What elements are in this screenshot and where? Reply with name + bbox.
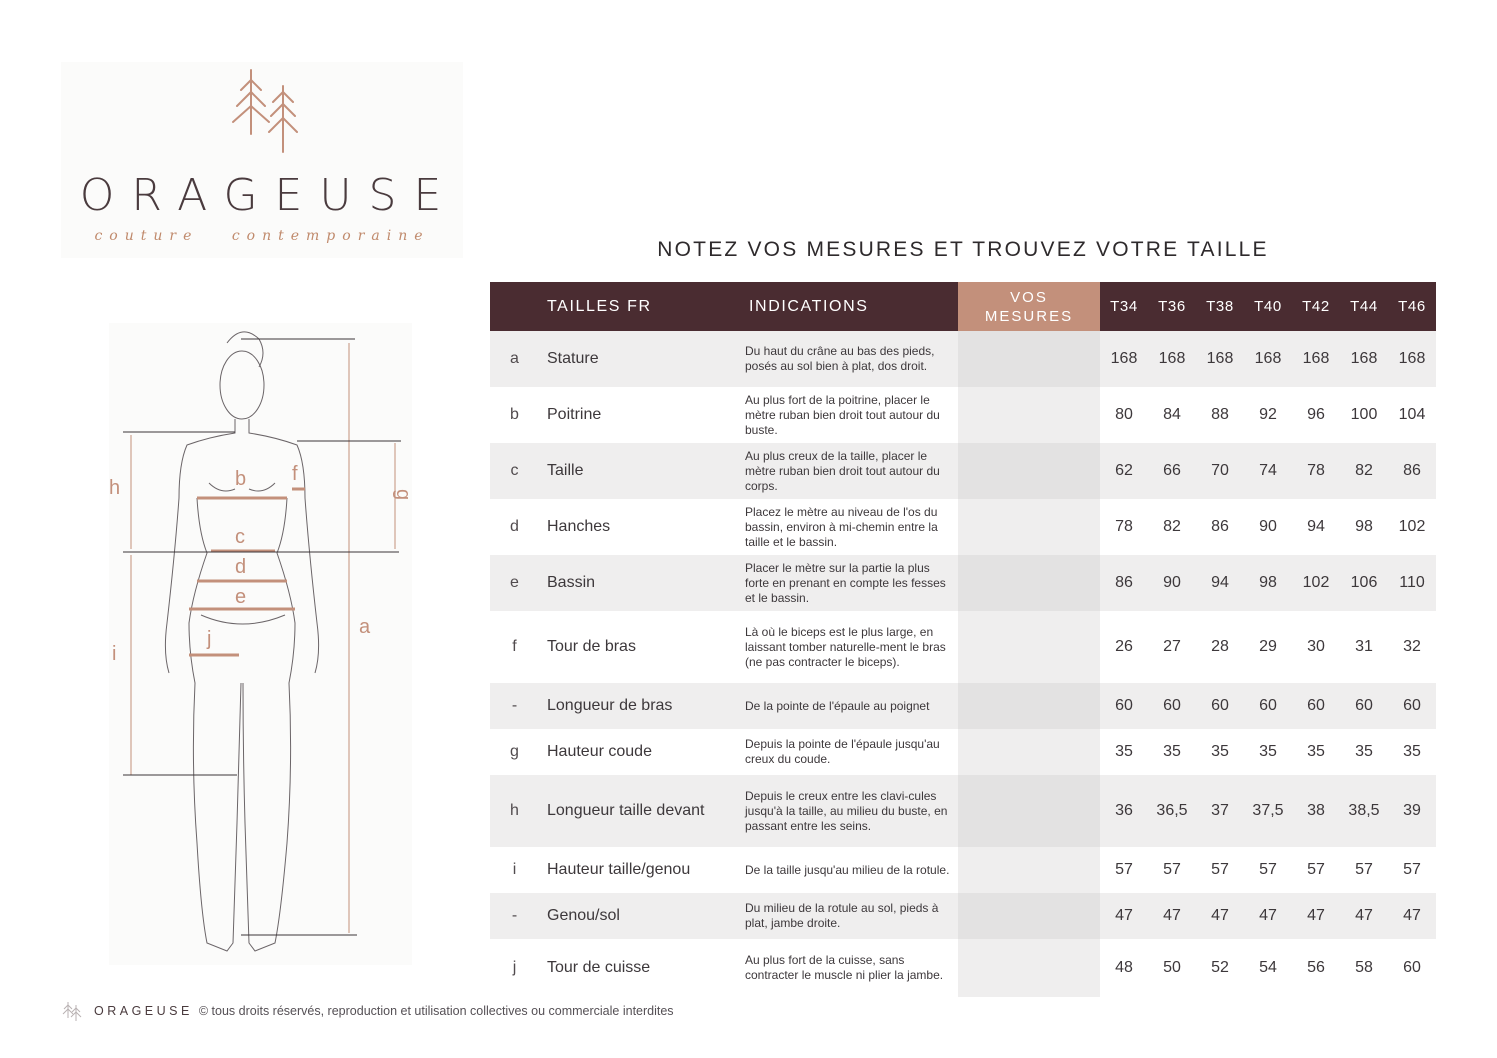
size-value: 70	[1196, 443, 1244, 499]
row-measurement-name: Genou/sol	[539, 893, 739, 939]
row-indication: De la pointe de l'épaule au poignet	[739, 683, 958, 729]
row-indication: Placer le mètre sur la partie la plus forte en prenant en compte les fesses et le bassin.	[739, 555, 958, 611]
table-row	[490, 499, 1436, 555]
figure-label-e: e	[235, 586, 247, 608]
row-indication: Depuis le creux entre les clavi-cules jusqu'à la taille, au milieu du buste, en passant entre les seins.	[739, 775, 958, 847]
size-value: 38,5	[1340, 775, 1388, 847]
size-value: 57	[1388, 847, 1436, 893]
header-size: T38	[1196, 282, 1244, 331]
size-value: 30	[1292, 611, 1340, 683]
header-size: T34	[1100, 282, 1148, 331]
size-value: 102	[1292, 555, 1340, 611]
size-value: 168	[1292, 331, 1340, 387]
table-row	[490, 775, 1436, 847]
size-value: 27	[1148, 611, 1196, 683]
size-value: 168	[1388, 331, 1436, 387]
row-letter: h	[490, 775, 539, 847]
size-value: 86	[1100, 555, 1148, 611]
size-value: 58	[1340, 939, 1388, 997]
size-value: 106	[1340, 555, 1388, 611]
header-size: T46	[1388, 282, 1436, 331]
size-value: 28	[1196, 611, 1244, 683]
row-indication: Depuis la pointe de l'épaule jusqu'au creux du coude.	[739, 729, 958, 775]
size-value: 86	[1388, 443, 1436, 499]
row-measurement-name: Hauteur coude	[539, 729, 739, 775]
table-row	[490, 847, 1436, 893]
size-value: 57	[1100, 847, 1148, 893]
row-letter: -	[490, 683, 539, 729]
header-letter	[490, 282, 539, 331]
header-vos-mesures	[958, 282, 1100, 331]
size-value: 90	[1244, 499, 1292, 555]
size-value: 57	[1148, 847, 1196, 893]
row-letter: b	[490, 387, 539, 443]
figure-label-d: d	[235, 556, 247, 578]
size-value: 60	[1196, 683, 1244, 729]
header-size: T42	[1292, 282, 1340, 331]
row-indication: Au plus fort de la cuisse, sans contracter le muscle ni plier la jambe.	[739, 939, 958, 997]
table-row	[490, 893, 1436, 939]
your-measurement-field[interactable]	[958, 443, 1100, 499]
header-vos-line2: MESURES	[984, 307, 1074, 325]
your-measurement-field[interactable]	[958, 611, 1100, 683]
size-value: 57	[1340, 847, 1388, 893]
header-sizes-fr: TAILLES FR	[539, 282, 739, 331]
row-measurement-name: Tour de cuisse	[539, 939, 739, 997]
header-size: T44	[1340, 282, 1388, 331]
size-value: 57	[1244, 847, 1292, 893]
size-value: 88	[1196, 387, 1244, 443]
your-measurement-field[interactable]	[958, 729, 1100, 775]
size-value: 168	[1148, 331, 1196, 387]
row-letter: -	[490, 893, 539, 939]
table-body	[490, 331, 1436, 997]
row-measurement-name: Poitrine	[539, 387, 739, 443]
size-value: 110	[1388, 555, 1436, 611]
size-value: 96	[1292, 387, 1340, 443]
size-value: 35	[1388, 729, 1436, 775]
table-row	[490, 443, 1436, 499]
size-value: 90	[1148, 555, 1196, 611]
size-value: 35	[1292, 729, 1340, 775]
row-measurement-name: Hauteur taille/genou	[539, 847, 739, 893]
row-indication: Du haut du crâne au bas des pieds, posés au sol bien à plat, dos droit.	[739, 331, 958, 387]
size-value: 60	[1340, 683, 1388, 729]
size-value: 35	[1244, 729, 1292, 775]
size-value: 82	[1148, 499, 1196, 555]
size-value: 48	[1100, 939, 1148, 997]
table-header-row	[490, 282, 1436, 331]
size-value: 35	[1340, 729, 1388, 775]
your-measurement-field[interactable]	[958, 847, 1100, 893]
size-value: 47	[1388, 893, 1436, 939]
body-silhouette-icon	[109, 323, 415, 965]
your-measurement-field[interactable]	[958, 387, 1100, 443]
size-value: 47	[1292, 893, 1340, 939]
size-table	[490, 282, 1436, 997]
row-letter: j	[490, 939, 539, 997]
size-value: 37,5	[1244, 775, 1292, 847]
row-letter: g	[490, 729, 539, 775]
size-value: 60	[1244, 683, 1292, 729]
table-row	[490, 939, 1436, 997]
page-title: NOTEZ VOS MESURES ET TROUVEZ VOTRE TAILLE	[657, 238, 1269, 261]
size-value: 47	[1196, 893, 1244, 939]
row-indication: Du milieu de la rotule au sol, pieds à plat, jambe droite.	[739, 893, 958, 939]
figure-label-i: i	[112, 643, 117, 665]
figure-label-a: a	[359, 616, 371, 638]
size-value: 98	[1244, 555, 1292, 611]
your-measurement-field[interactable]	[958, 683, 1100, 729]
size-value: 94	[1196, 555, 1244, 611]
row-measurement-name: Longueur taille devant	[539, 775, 739, 847]
size-value: 47	[1244, 893, 1292, 939]
size-value: 32	[1388, 611, 1436, 683]
figure-label-g: g	[392, 488, 415, 501]
header-indications: INDICATIONS	[739, 282, 958, 331]
your-measurement-field[interactable]	[958, 331, 1100, 387]
table-row	[490, 555, 1436, 611]
row-indication: Au plus creux de la taille, placer le mètre ruban bien droit tout autour du corps.	[739, 443, 958, 499]
row-measurement-name: Hanches	[539, 499, 739, 555]
row-indication: De la taille jusqu'au milieu de la rotule.	[739, 847, 958, 893]
size-value: 29	[1244, 611, 1292, 683]
row-measurement-name: Taille	[539, 443, 739, 499]
row-measurement-name: Stature	[539, 331, 739, 387]
table-row	[490, 683, 1436, 729]
size-value: 84	[1148, 387, 1196, 443]
size-value: 62	[1100, 443, 1148, 499]
size-value: 57	[1196, 847, 1244, 893]
row-letter: d	[490, 499, 539, 555]
size-value: 47	[1148, 893, 1196, 939]
header-size: T36	[1148, 282, 1196, 331]
size-value: 168	[1100, 331, 1148, 387]
size-value: 60	[1100, 683, 1148, 729]
table-row	[490, 729, 1436, 775]
size-value: 100	[1340, 387, 1388, 443]
size-value: 80	[1100, 387, 1148, 443]
size-value: 60	[1148, 683, 1196, 729]
size-value: 168	[1244, 331, 1292, 387]
row-measurement-name: Longueur de bras	[539, 683, 739, 729]
size-value: 66	[1148, 443, 1196, 499]
your-measurement-field[interactable]	[958, 893, 1100, 939]
your-measurement-field[interactable]	[958, 775, 1100, 847]
size-value: 38	[1292, 775, 1340, 847]
size-value: 98	[1340, 499, 1388, 555]
size-value: 168	[1196, 331, 1244, 387]
size-value: 36	[1100, 775, 1148, 847]
brand-tagline: couture contemporaine	[94, 228, 430, 244]
your-measurement-field[interactable]	[958, 939, 1100, 997]
size-value: 47	[1340, 893, 1388, 939]
row-letter: e	[490, 555, 539, 611]
figure-label-c: c	[235, 526, 245, 548]
size-value: 92	[1244, 387, 1292, 443]
brand-name: ORAGEUSE	[79, 170, 459, 221]
size-value: 52	[1196, 939, 1244, 997]
your-measurement-field[interactable]	[958, 499, 1100, 555]
footer-copyright: © tous droits réservés, reproduction et utilisation collectives ou commerciale interdites	[198, 1004, 674, 1018]
figure-label-b: b	[235, 468, 247, 490]
row-measurement-name: Bassin	[539, 555, 739, 611]
table-row	[490, 387, 1436, 443]
row-letter: i	[490, 847, 539, 893]
size-value: 37	[1196, 775, 1244, 847]
size-value: 56	[1292, 939, 1340, 997]
footer	[60, 1000, 674, 1022]
trees-logo-icon	[229, 66, 305, 158]
size-value: 31	[1340, 611, 1388, 683]
size-value: 47	[1100, 893, 1148, 939]
logo-block	[61, 62, 463, 258]
size-value: 60	[1292, 683, 1340, 729]
size-value: 39	[1388, 775, 1436, 847]
row-indication: Placez le mètre au niveau de l'os du bassin, environ à mi-chemin entre la taille et le bassin.	[739, 499, 958, 555]
trees-small-icon	[60, 1000, 84, 1022]
size-value: 35	[1148, 729, 1196, 775]
size-value: 35	[1100, 729, 1148, 775]
size-value: 104	[1388, 387, 1436, 443]
size-value: 82	[1340, 443, 1388, 499]
size-value: 35	[1196, 729, 1244, 775]
size-value: 50	[1148, 939, 1196, 997]
row-letter: a	[490, 331, 539, 387]
size-value: 60	[1388, 683, 1436, 729]
size-value: 78	[1100, 499, 1148, 555]
header-size: T40	[1244, 282, 1292, 331]
table-row	[490, 611, 1436, 683]
size-value: 102	[1388, 499, 1436, 555]
size-value: 94	[1292, 499, 1340, 555]
row-indication: Au plus fort de la poitrine, placer le mètre ruban bien droit tout autour du buste.	[739, 387, 958, 443]
footer-brand: ORAGEUSE	[94, 1004, 193, 1018]
row-indication: Là où le biceps est le plus large, en laissant tomber naturelle-ment le bras (ne pas contracter le biceps).	[739, 611, 958, 683]
size-value: 60	[1388, 939, 1436, 997]
header-vos-line1: VOS	[1010, 288, 1048, 306]
size-value: 168	[1340, 331, 1388, 387]
size-value: 26	[1100, 611, 1148, 683]
size-value: 57	[1292, 847, 1340, 893]
size-value: 74	[1244, 443, 1292, 499]
row-measurement-name: Tour de bras	[539, 611, 739, 683]
your-measurement-field[interactable]	[958, 555, 1100, 611]
size-value: 54	[1244, 939, 1292, 997]
size-value: 78	[1292, 443, 1340, 499]
row-letter: c	[490, 443, 539, 499]
row-letter: f	[490, 611, 539, 683]
figure-label-j: j	[207, 628, 212, 650]
size-value: 86	[1196, 499, 1244, 555]
table-row	[490, 331, 1436, 387]
figure-label-h: h	[109, 477, 121, 499]
figure-label-f: f	[292, 463, 298, 485]
size-value: 36,5	[1148, 775, 1196, 847]
body-measurement-figure	[109, 323, 415, 965]
